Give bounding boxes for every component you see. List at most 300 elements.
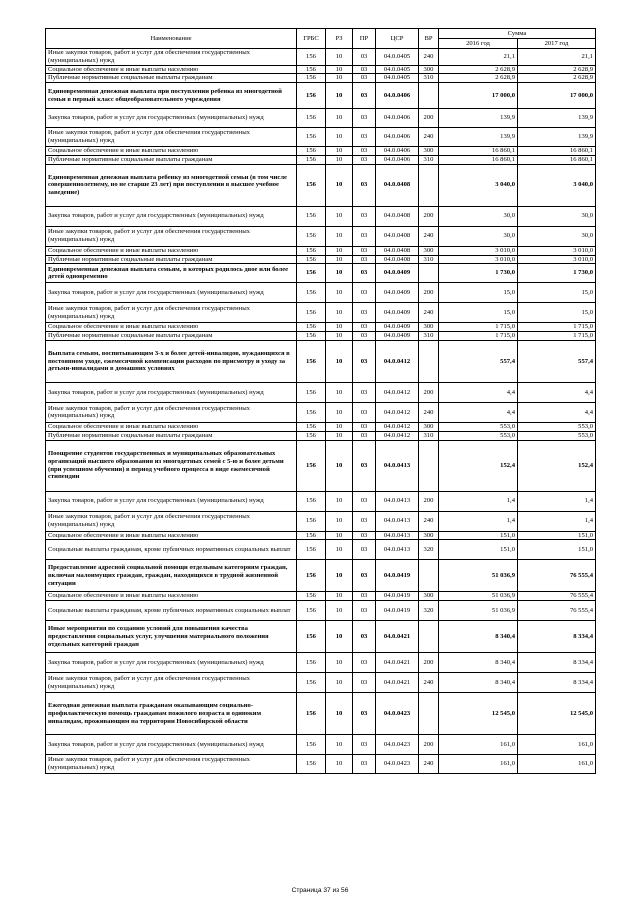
row-name: Социальные выплаты гражданам, кроме публичных нормативных социальных выплат [46, 540, 297, 560]
row-vr: 320 [419, 540, 439, 560]
row-pr: 03 [353, 735, 376, 755]
row-pr: 03 [353, 621, 376, 653]
row-rz: 10 [326, 303, 353, 323]
row-value-2016: 2 628,9 [439, 65, 518, 74]
row-vr: 310 [419, 255, 439, 264]
row-vr: 200 [419, 653, 439, 673]
row-rz: 10 [326, 531, 353, 540]
row-rz: 10 [326, 147, 353, 156]
row-name: Закупка товаров, работ и услуг для государственных (муниципальных) нужд [46, 206, 297, 226]
row-rz: 10 [326, 402, 353, 422]
row-value-2016: 30,0 [439, 226, 518, 246]
row-vr: 310 [419, 332, 439, 341]
row-value-2016: 151,0 [439, 531, 518, 540]
table-row [46, 673, 596, 693]
row-value-2017: 3 010,0 [518, 246, 596, 255]
row-csr: 04.0.0409 [376, 264, 419, 283]
row-vr [419, 560, 439, 592]
row-name: Иные закупки товаров, работ и услуг для обеспечения государственных (муниципальных) нужд [46, 673, 297, 693]
row-value-2016: 553,0 [439, 431, 518, 440]
row-csr: 04.0.0412 [376, 340, 419, 382]
row-vr: 300 [419, 65, 439, 74]
row-name: Иные закупки товаров, работ и услуг для обеспечения государственных (муниципальных) нужд [46, 755, 297, 774]
row-name: Единовременная денежная выплата семьям, в которых родилось двое или более детей одновременно [46, 264, 297, 283]
row-pr: 03 [353, 255, 376, 264]
row-value-2017: 151,0 [518, 540, 596, 560]
row-value-2017: 16 860,1 [518, 155, 596, 164]
row-value-2017: 16 860,1 [518, 147, 596, 156]
row-name: Иные мероприятия по созданию условий для повышения качества предоставления социальных услуг, улучшения материального положения отдельных категорий граждан [46, 621, 297, 653]
row-value-2017: 3 010,0 [518, 255, 596, 264]
table-row [46, 621, 596, 653]
row-csr: 04.0.0412 [376, 382, 419, 402]
table-row [46, 511, 596, 531]
table-row [46, 402, 596, 422]
row-value-2017: 21,1 [518, 49, 596, 66]
row-pr: 03 [353, 340, 376, 382]
document-page [45, 28, 595, 774]
row-csr: 04.0.0406 [376, 155, 419, 164]
row-name: Социальное обеспечение и иные выплаты населению [46, 246, 297, 255]
row-pr: 03 [353, 128, 376, 147]
row-pr: 03 [353, 431, 376, 440]
table-row [46, 128, 596, 147]
row-pr: 03 [353, 601, 376, 621]
table-row [46, 164, 596, 206]
row-pr: 03 [353, 323, 376, 332]
row-value-2016: 51 036,9 [439, 560, 518, 592]
row-csr: 04.0.0412 [376, 422, 419, 431]
row-value-2017: 8 334,4 [518, 673, 596, 693]
row-value-2016: 152,4 [439, 440, 518, 491]
row-rz: 10 [326, 164, 353, 206]
row-pr: 03 [353, 264, 376, 283]
row-name: Социальное обеспечение и иные выплаты населению [46, 65, 297, 74]
row-csr: 04.0.0405 [376, 65, 419, 74]
row-rz: 10 [326, 440, 353, 491]
row-pr: 03 [353, 65, 376, 74]
row-value-2016: 1 730,0 [439, 264, 518, 283]
header-grbs: ГРБС [297, 29, 326, 49]
row-vr: 310 [419, 74, 439, 83]
row-value-2016: 1 715,0 [439, 332, 518, 341]
row-vr: 300 [419, 147, 439, 156]
row-grbs: 156 [297, 422, 326, 431]
row-value-2017: 15,0 [518, 303, 596, 323]
row-value-2016: 12 545,0 [439, 693, 518, 735]
row-csr: 04.0.0408 [376, 206, 419, 226]
row-value-2016: 3 010,0 [439, 246, 518, 255]
row-value-2017: 8 334,4 [518, 621, 596, 653]
row-rz: 10 [326, 226, 353, 246]
table-row [46, 755, 596, 774]
row-name: Закупка товаров, работ и услуг для государственных (муниципальных) нужд [46, 491, 297, 511]
row-grbs: 156 [297, 531, 326, 540]
row-name: Единовременная денежная выплата при поступлении ребенка из многодетной семьи в первый класс общеобразовательного учреждения [46, 83, 297, 109]
row-value-2016: 16 860,1 [439, 155, 518, 164]
row-value-2016: 3 010,0 [439, 255, 518, 264]
row-csr: 04.0.0409 [376, 332, 419, 341]
row-rz: 10 [326, 735, 353, 755]
table-row [46, 340, 596, 382]
row-value-2016: 15,0 [439, 303, 518, 323]
budget-table [45, 28, 596, 774]
row-pr: 03 [353, 673, 376, 693]
row-name: Социальное обеспечение и иные выплаты населению [46, 422, 297, 431]
table-row [46, 283, 596, 303]
row-csr: 04.0.0423 [376, 755, 419, 774]
row-rz: 10 [326, 560, 353, 592]
row-value-2016: 2 628,9 [439, 74, 518, 83]
header-csr: ЦСР [376, 29, 419, 49]
row-vr: 300 [419, 246, 439, 255]
row-csr: 04.0.0409 [376, 303, 419, 323]
row-value-2016: 4,4 [439, 382, 518, 402]
row-vr: 310 [419, 155, 439, 164]
row-pr: 03 [353, 531, 376, 540]
row-value-2017: 15,0 [518, 283, 596, 303]
row-grbs: 156 [297, 540, 326, 560]
row-value-2017: 76 555,4 [518, 560, 596, 592]
table-row [46, 246, 596, 255]
table-body [46, 49, 596, 774]
row-rz: 10 [326, 128, 353, 147]
row-vr [419, 340, 439, 382]
row-name: Публичные нормативные социальные выплаты гражданам [46, 255, 297, 264]
row-name: Закупка товаров, работ и услуг для государственных (муниципальных) нужд [46, 735, 297, 755]
row-value-2017: 139,9 [518, 109, 596, 128]
row-grbs: 156 [297, 673, 326, 693]
row-pr: 03 [353, 246, 376, 255]
row-rz: 10 [326, 540, 353, 560]
row-value-2017: 3 040,0 [518, 164, 596, 206]
row-vr: 300 [419, 592, 439, 601]
row-value-2016: 17 000,0 [439, 83, 518, 109]
row-vr: 240 [419, 755, 439, 774]
header-pr: ПР [353, 29, 376, 49]
row-rz: 10 [326, 83, 353, 109]
row-rz: 10 [326, 431, 353, 440]
row-name: Иные закупки товаров, работ и услуг для обеспечения государственных (муниципальных) нужд [46, 49, 297, 66]
page-number: Страница 37 из 56 [291, 887, 349, 894]
row-value-2016: 16 860,1 [439, 147, 518, 156]
row-name: Иные закупки товаров, работ и услуг для обеспечения государственных (муниципальных) нужд [46, 402, 297, 422]
row-value-2017: 12 545,0 [518, 693, 596, 735]
row-name: Социальное обеспечение и иные выплаты населению [46, 592, 297, 601]
header-2016: 2016 год [439, 39, 518, 49]
row-csr: 04.0.0406 [376, 128, 419, 147]
row-name: Иные закупки товаров, работ и услуг для обеспечения государственных (муниципальных) нужд [46, 511, 297, 531]
row-grbs: 156 [297, 402, 326, 422]
row-csr: 04.0.0406 [376, 109, 419, 128]
row-csr: 04.0.0405 [376, 74, 419, 83]
row-grbs: 156 [297, 693, 326, 735]
table-row [46, 147, 596, 156]
row-value-2017: 1 730,0 [518, 264, 596, 283]
row-value-2017: 2 628,9 [518, 74, 596, 83]
row-grbs: 156 [297, 83, 326, 109]
row-pr: 03 [353, 83, 376, 109]
row-value-2017: 1 715,0 [518, 332, 596, 341]
row-rz: 10 [326, 206, 353, 226]
table-row [46, 323, 596, 332]
row-rz: 10 [326, 332, 353, 341]
row-value-2017: 4,4 [518, 382, 596, 402]
row-grbs: 156 [297, 340, 326, 382]
row-name: Единовременная денежная выплата ребенку из многодетной семьи (в том числе совершеннолетнему, но не старше 23 лет) при поступлении в высшее учебное заведение) [46, 164, 297, 206]
row-pr: 03 [353, 155, 376, 164]
row-csr: 04.0.0419 [376, 592, 419, 601]
row-csr: 04.0.0421 [376, 673, 419, 693]
row-pr: 03 [353, 511, 376, 531]
row-grbs: 156 [297, 147, 326, 156]
row-value-2016: 1,4 [439, 491, 518, 511]
row-pr: 03 [353, 332, 376, 341]
row-name: Иные закупки товаров, работ и услуг для обеспечения государственных (муниципальных) нужд [46, 226, 297, 246]
row-vr [419, 693, 439, 735]
row-vr: 200 [419, 382, 439, 402]
row-value-2016: 51 036,9 [439, 592, 518, 601]
row-rz: 10 [326, 340, 353, 382]
row-grbs: 156 [297, 65, 326, 74]
row-csr: 04.0.0409 [376, 323, 419, 332]
row-value-2017: 76 555,4 [518, 592, 596, 601]
row-value-2016: 139,9 [439, 128, 518, 147]
row-pr: 03 [353, 49, 376, 66]
row-csr: 04.0.0409 [376, 283, 419, 303]
row-rz: 10 [326, 511, 353, 531]
table-row [46, 440, 596, 491]
row-value-2017: 139,9 [518, 128, 596, 147]
row-value-2016: 161,0 [439, 755, 518, 774]
row-name: Социальное обеспечение и иные выплаты населению [46, 531, 297, 540]
row-csr: 04.0.0413 [376, 511, 419, 531]
row-value-2016: 553,0 [439, 422, 518, 431]
table-row [46, 226, 596, 246]
row-value-2016: 139,9 [439, 109, 518, 128]
row-value-2016: 1 715,0 [439, 323, 518, 332]
table-row [46, 531, 596, 540]
row-value-2017: 1,4 [518, 511, 596, 531]
row-rz: 10 [326, 155, 353, 164]
table-row [46, 592, 596, 601]
row-pr: 03 [353, 422, 376, 431]
row-rz: 10 [326, 323, 353, 332]
table-row [46, 332, 596, 341]
row-pr: 03 [353, 653, 376, 673]
row-name: Закупка товаров, работ и услуг для государственных (муниципальных) нужд [46, 283, 297, 303]
row-rz: 10 [326, 621, 353, 653]
row-name: Публичные нормативные социальные выплаты гражданам [46, 74, 297, 83]
row-rz: 10 [326, 653, 353, 673]
row-vr: 300 [419, 323, 439, 332]
row-name: Публичные нормативные социальные выплаты гражданам [46, 155, 297, 164]
row-rz: 10 [326, 74, 353, 83]
row-csr: 04.0.0406 [376, 83, 419, 109]
row-rz: 10 [326, 246, 353, 255]
row-value-2016: 8 340,4 [439, 653, 518, 673]
row-csr: 04.0.0423 [376, 735, 419, 755]
row-value-2017: 161,0 [518, 755, 596, 774]
header-name: Наименование [46, 29, 297, 49]
table-row [46, 693, 596, 735]
row-name: Ежегодная денежная выплата гражданам оказывающим социально- профилактическую помощь гражданам пожилого возраста и одиноким инвалидам, проживающим на территории Новосибирской области [46, 693, 297, 735]
row-vr: 240 [419, 226, 439, 246]
row-rz: 10 [326, 109, 353, 128]
row-name: Предоставление адресной социальной помощи отдельным категориям граждан, включая малоимущих граждан, граждан, находящихся в трудной жизненной ситуации [46, 560, 297, 592]
header-rz: РЗ [326, 29, 353, 49]
row-rz: 10 [326, 49, 353, 66]
row-value-2017: 8 334,4 [518, 653, 596, 673]
row-vr: 240 [419, 673, 439, 693]
row-pr: 03 [353, 693, 376, 735]
row-value-2016: 30,0 [439, 206, 518, 226]
table-row [46, 74, 596, 83]
header-vr: ВР [419, 29, 439, 49]
row-name: Социальное обеспечение и иные выплаты населению [46, 323, 297, 332]
row-value-2016: 1,4 [439, 511, 518, 531]
row-csr: 04.0.0419 [376, 560, 419, 592]
row-pr: 03 [353, 402, 376, 422]
row-name: Социальное обеспечение и иные выплаты населению [46, 147, 297, 156]
row-vr: 240 [419, 128, 439, 147]
table-row [46, 422, 596, 431]
row-csr: 04.0.0408 [376, 255, 419, 264]
row-value-2017: 1,4 [518, 491, 596, 511]
row-grbs: 156 [297, 382, 326, 402]
row-value-2017: 151,0 [518, 531, 596, 540]
row-csr: 04.0.0412 [376, 402, 419, 422]
row-rz: 10 [326, 264, 353, 283]
row-pr: 03 [353, 755, 376, 774]
row-value-2016: 8 340,4 [439, 673, 518, 693]
row-grbs: 156 [297, 440, 326, 491]
row-grbs: 156 [297, 491, 326, 511]
row-vr: 320 [419, 601, 439, 621]
row-value-2017: 553,0 [518, 431, 596, 440]
row-value-2017: 76 555,4 [518, 601, 596, 621]
row-csr: 04.0.0413 [376, 491, 419, 511]
row-rz: 10 [326, 592, 353, 601]
row-csr: 04.0.0406 [376, 147, 419, 156]
table-row [46, 601, 596, 621]
row-rz: 10 [326, 601, 353, 621]
row-grbs: 156 [297, 653, 326, 673]
row-grbs: 156 [297, 155, 326, 164]
row-vr: 200 [419, 109, 439, 128]
row-vr: 300 [419, 531, 439, 540]
row-csr: 04.0.0413 [376, 440, 419, 491]
row-grbs: 156 [297, 164, 326, 206]
row-name: Выплата семьям, воспитывающим 3-х и более детей-инвалидов, нуждающихся в постоянном уходе, ежемесячной компенсации расходов по присмотру и уходу за детьми-инвалидами в домашних условиях [46, 340, 297, 382]
row-rz: 10 [326, 693, 353, 735]
row-value-2016: 151,0 [439, 540, 518, 560]
row-pr: 03 [353, 440, 376, 491]
row-grbs: 156 [297, 735, 326, 755]
row-value-2016: 557,4 [439, 340, 518, 382]
row-value-2017: 152,4 [518, 440, 596, 491]
row-pr: 03 [353, 283, 376, 303]
row-name: Публичные нормативные социальные выплаты гражданам [46, 332, 297, 341]
row-pr: 03 [353, 382, 376, 402]
row-name: Публичные нормативные социальные выплаты гражданам [46, 431, 297, 440]
row-vr [419, 440, 439, 491]
row-value-2017: 161,0 [518, 735, 596, 755]
row-grbs: 156 [297, 303, 326, 323]
row-rz: 10 [326, 382, 353, 402]
row-vr [419, 621, 439, 653]
row-name: Иные закупки товаров, работ и услуг для обеспечения государственных (муниципальных) нужд [46, 128, 297, 147]
table-row [46, 303, 596, 323]
row-csr: 04.0.0421 [376, 621, 419, 653]
row-name: Закупка товаров, работ и услуг для государственных (муниципальных) нужд [46, 109, 297, 128]
row-grbs: 156 [297, 226, 326, 246]
row-grbs: 156 [297, 755, 326, 774]
row-rz: 10 [326, 422, 353, 431]
row-grbs: 156 [297, 264, 326, 283]
table-row [46, 560, 596, 592]
row-pr: 03 [353, 147, 376, 156]
row-value-2016: 3 040,0 [439, 164, 518, 206]
row-rz: 10 [326, 673, 353, 693]
row-csr: 04.0.0413 [376, 531, 419, 540]
row-pr: 03 [353, 164, 376, 206]
row-csr: 04.0.0423 [376, 693, 419, 735]
table-row [46, 382, 596, 402]
row-vr: 240 [419, 402, 439, 422]
row-grbs: 156 [297, 128, 326, 147]
row-grbs: 156 [297, 109, 326, 128]
row-csr: 04.0.0408 [376, 164, 419, 206]
table-row [46, 83, 596, 109]
row-value-2017: 2 628,9 [518, 65, 596, 74]
row-pr: 03 [353, 491, 376, 511]
row-grbs: 156 [297, 431, 326, 440]
row-pr: 03 [353, 74, 376, 83]
row-csr: 04.0.0421 [376, 653, 419, 673]
row-vr: 200 [419, 283, 439, 303]
row-rz: 10 [326, 255, 353, 264]
row-grbs: 156 [297, 560, 326, 592]
table-row [46, 653, 596, 673]
row-value-2017: 4,4 [518, 402, 596, 422]
row-name: Иные закупки товаров, работ и услуг для обеспечения государственных (муниципальных) нужд [46, 303, 297, 323]
row-csr: 04.0.0405 [376, 49, 419, 66]
row-vr: 200 [419, 206, 439, 226]
row-grbs: 156 [297, 621, 326, 653]
row-vr: 240 [419, 49, 439, 66]
row-name: Поощрение студентов государственных и муниципальных образовательных организаций высшего образования из многодетных семей с 5-ю и более детьми (при успешном обучении) в период учебного процесса в виде ежемесячной стипендии [46, 440, 297, 491]
row-csr: 04.0.0413 [376, 540, 419, 560]
row-rz: 10 [326, 65, 353, 74]
row-value-2017: 17 000,0 [518, 83, 596, 109]
row-grbs: 156 [297, 74, 326, 83]
table-row [46, 431, 596, 440]
row-value-2017: 30,0 [518, 226, 596, 246]
table-row [46, 206, 596, 226]
row-grbs: 156 [297, 246, 326, 255]
table-row [46, 264, 596, 283]
row-pr: 03 [353, 540, 376, 560]
row-pr: 03 [353, 592, 376, 601]
row-vr: 200 [419, 491, 439, 511]
row-vr: 240 [419, 511, 439, 531]
table-row [46, 155, 596, 164]
row-name: Закупка товаров, работ и услуг для государственных (муниципальных) нужд [46, 382, 297, 402]
row-value-2016: 4,4 [439, 402, 518, 422]
table-row [46, 735, 596, 755]
row-rz: 10 [326, 283, 353, 303]
